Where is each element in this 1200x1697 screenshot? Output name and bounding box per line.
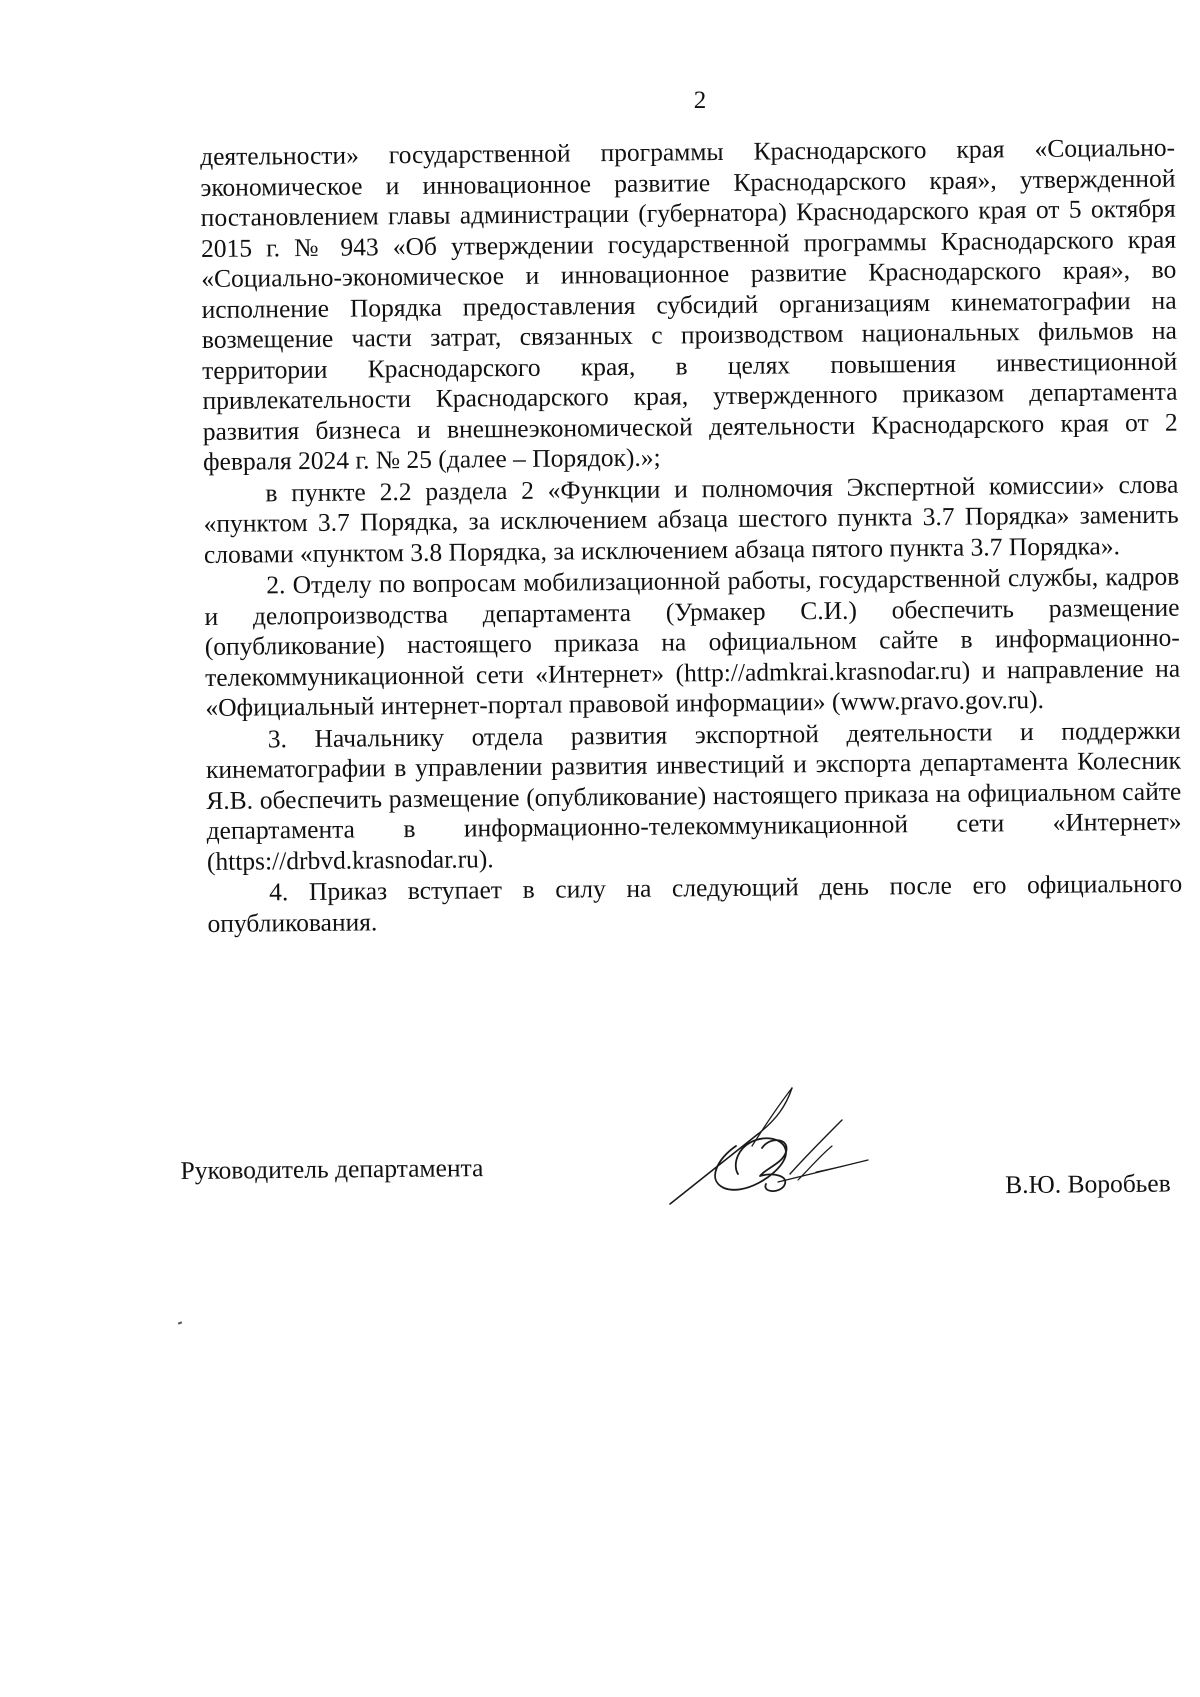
scan-speck xyxy=(178,1321,182,1324)
paragraph-item-2: 2. Отделу по вопросам мобилизационной работы, государственной службы, кадров и делопроизводства департамента (Урмакер С.И.) обеспечить размещение (опубликование) настоящего приказа на официальном сайте в информационно-телекоммуникационной сети «Интернет» (http://admkrai.krasnodar.ru) и направление на «Официальный интернет-портал правовой информации» (www.pravo.gov.ru). xyxy=(204,561,1181,722)
paragraph-item-4: 4. Приказ вступает в силу на следующий день после его официального опубликования. xyxy=(207,868,1183,938)
signatory-name: В.Ю. Воробьев xyxy=(1005,1168,1171,1200)
signatory-position: Руководитель департамента xyxy=(180,1153,484,1185)
document-body xyxy=(200,133,1183,939)
paragraph-continuation: деятельности» государственной программы Краснодарского края «Социально-экономическое и инновационное развитие Краснодарского края», утвержденной постановлением главы администрации (губернатора) Краснодарского края от 5 октября 2015 г. № 943 «Об утверждении государственной программы Краснодарского края «Социально-экономическое и инновационное развитие Краснодарского края», во исполнение Порядка предоставления субсидий организациям кинематографии на возмещение части затрат, связанных с производством национальных фильмов на территории Краснодарского края, в целях повышения инвестиционной привлекательности Краснодарского края, утвержденного приказом департамента развития бизнеса и внешнеэкономической деятельности Краснодарского края от 2 февраля 2024 г. № 25 (далее – Порядок).»; xyxy=(200,132,1178,476)
page-number: 2 xyxy=(693,87,707,114)
paragraph-item-3: 3. Начальнику отдела развития экспортной деятельности и поддержки кинематографии в управлении развития инвестиций и экспорта департамента Колесник Я.В. обеспечить размещение (опубликование) настоящего приказа на официальном сайте департамента в информационно-телекоммуникационной сети «Интернет» (https://drbvd.krasnodar.ru). xyxy=(205,715,1182,876)
paragraph-amendment-2-2: в пункте 2.2 раздела 2 «Функции и полномочия Экспертной комиссии» слова «пунктом 3.7 Порядка, за исключением абзаца шестого пункта 3.7 Порядка» заменить словами «пунктом 3.8 Порядка, за исключением абзаца пятого пункта 3.7 Порядка». xyxy=(203,469,1179,569)
handwritten-signature xyxy=(666,1076,876,1211)
